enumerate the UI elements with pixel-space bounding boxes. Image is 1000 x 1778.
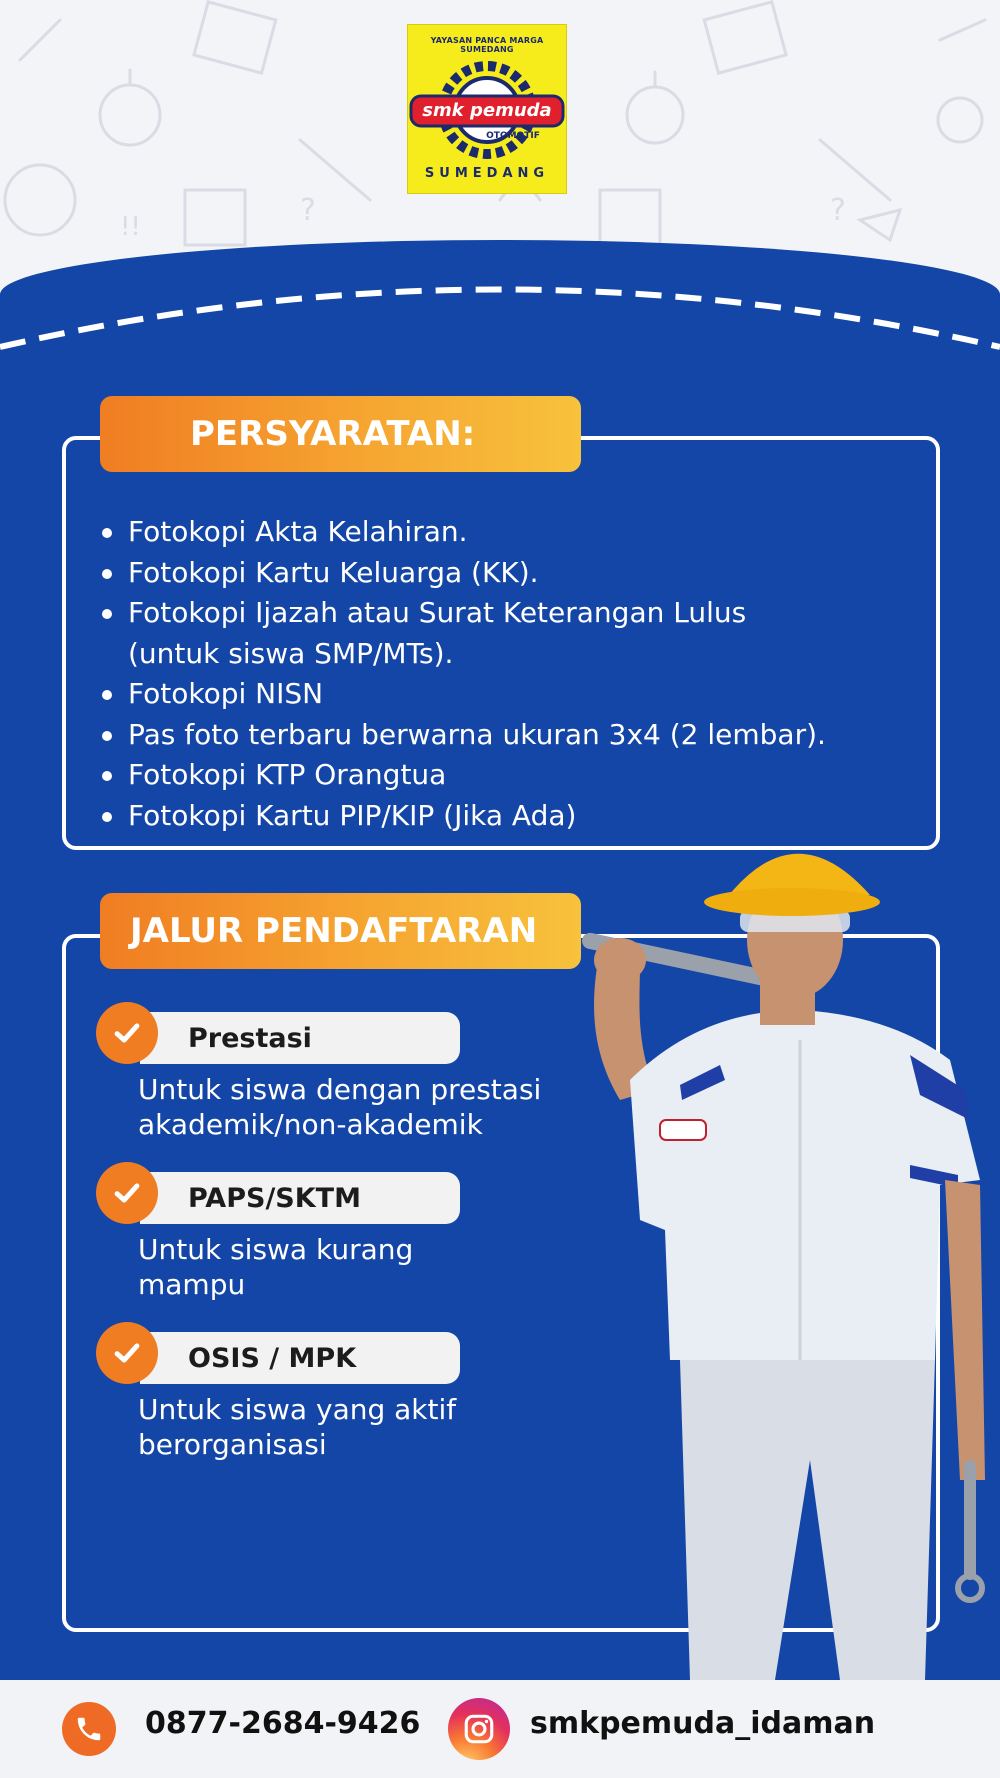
path-label: Prestasi bbox=[140, 1012, 460, 1064]
contact-footer bbox=[0, 1680, 1000, 1778]
path-description: Untuk siswa dengan prestasi akademik/non-akademik bbox=[138, 1073, 542, 1141]
svg-text:?: ? bbox=[830, 193, 846, 228]
check-icon bbox=[96, 1162, 158, 1224]
phone-number[interactable]: 0877-2684-9426 bbox=[145, 1706, 421, 1741]
logo-city-text: SUMEDANG bbox=[424, 166, 550, 181]
logo-sub: OTOMOTIF bbox=[486, 131, 540, 141]
svg-text:?: ? bbox=[300, 193, 316, 228]
logo-foundation-text: YAYASAN PANCA MARGA SUMEDANG bbox=[430, 36, 544, 54]
list-item: Fotokopi Kartu Keluarga (KK). bbox=[96, 553, 906, 594]
check-icon bbox=[96, 1002, 158, 1064]
path-description: Untuk siswa yang aktif berorganisasi bbox=[138, 1393, 457, 1461]
registration-paths-title: JALUR PENDAFTARAN bbox=[100, 893, 581, 969]
phone-icon[interactable] bbox=[62, 1702, 116, 1756]
list-item: Fotokopi NISN bbox=[96, 674, 906, 715]
path-label: OSIS / MPK bbox=[140, 1332, 460, 1384]
path-label: PAPS/SKTM bbox=[140, 1172, 460, 1224]
logo-brand: smk pemuda bbox=[422, 100, 552, 121]
dashed-arc bbox=[0, 262, 1000, 352]
list-item-continuation: (untuk siswa SMP/MTs). bbox=[128, 636, 454, 670]
school-logo bbox=[407, 24, 567, 194]
requirements-title: PERSYARATAN: bbox=[100, 396, 581, 472]
check-icon bbox=[96, 1322, 158, 1384]
list-item: Pas foto terbaru berwarna ukuran 3x4 (2 lembar). bbox=[96, 715, 906, 756]
list-item: Fotokopi Kartu PIP/KIP (Jika Ada) bbox=[96, 796, 906, 837]
student-worker-image bbox=[560, 840, 1000, 1680]
instagram-handle[interactable]: smkpemuda_idaman bbox=[530, 1706, 876, 1741]
list-item: Fotokopi KTP Orangtua bbox=[96, 755, 906, 796]
list-item: Fotokopi Ijazah atau Surat Keterangan Lulus bbox=[96, 593, 906, 634]
list-item: Fotokopi Akta Kelahiran. bbox=[96, 512, 906, 553]
svg-text:!!: !! bbox=[120, 212, 141, 242]
instagram-icon[interactable] bbox=[448, 1698, 510, 1760]
requirements-list bbox=[96, 512, 906, 836]
path-description: Untuk siswa kurang mampu bbox=[138, 1233, 414, 1301]
gear-logo-mark bbox=[407, 58, 567, 162]
